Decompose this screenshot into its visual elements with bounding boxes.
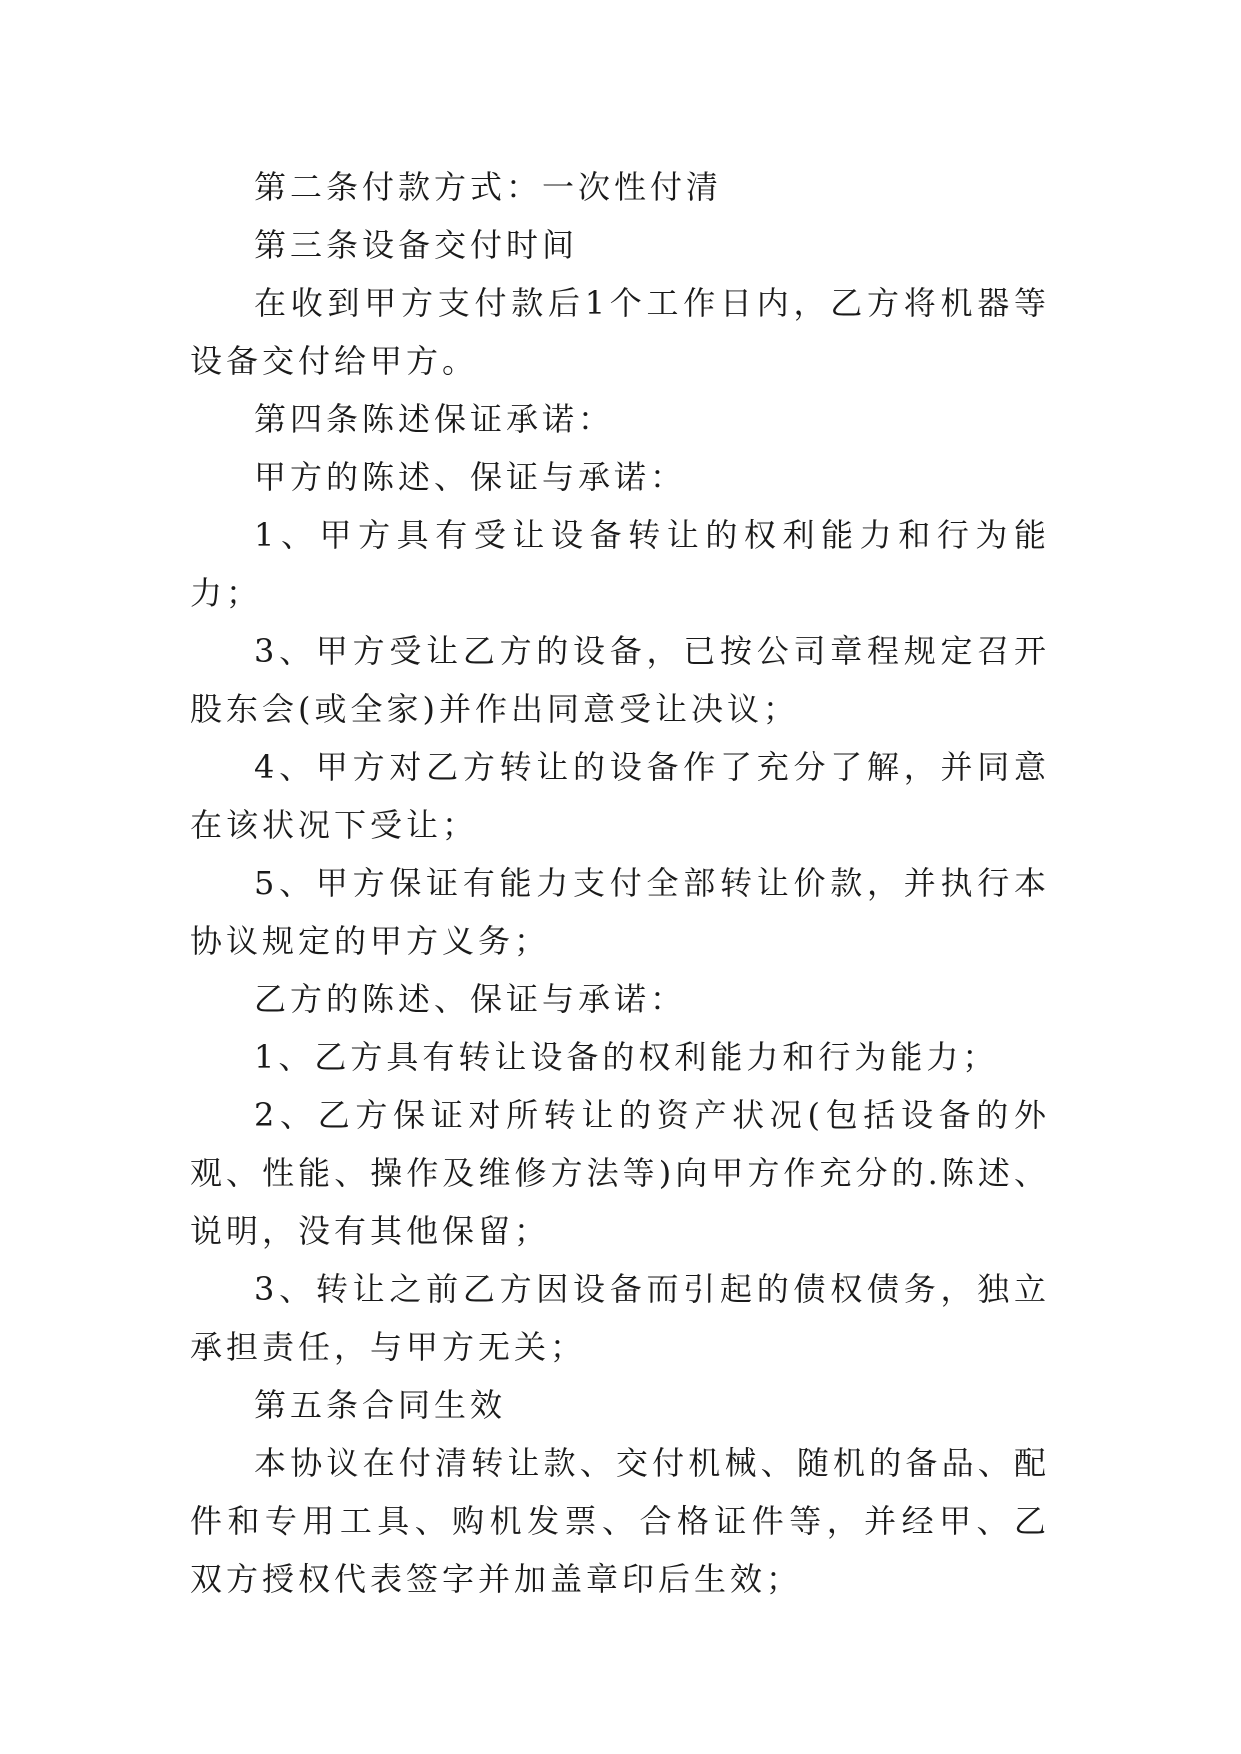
party-a-warranties-heading: 甲方的陈述、保证与承诺： [254, 458, 687, 496]
party-a-clause-3: 3、甲方受让乙方的设备，已按公司章程规定召开股东会(或全家)并作出同意受让决议； [190, 632, 1050, 728]
article-5-heading: 第五条合同生效 [254, 1386, 507, 1424]
party-b-clause-3: 3、转让之前乙方因设备而引起的债权债务，独立承担责任，与甲方无关； [190, 1270, 1050, 1366]
party-a-clause-4: 4、甲方对乙方转让的设备作了充分了解，并同意在该状况下受让； [190, 748, 1050, 844]
document-body [190, 158, 1050, 1608]
party-b-clause-2: 2、乙方保证对所转让的资产状况(包括设备的外观、性能、操作及维修方法等)向甲方作充分的.陈述、说明，没有其他保留； [190, 1096, 1050, 1250]
party-a-clause-1: 1、甲方具有受让设备转让的权利能力和行为能力； [190, 516, 1050, 612]
article-3-delivery-clause: 在收到甲方支付款后1个工作日内，乙方将机器等设备交付给甲方。 [190, 284, 1050, 380]
article-4-heading: 第四条陈述保证承诺： [254, 400, 615, 438]
article-5-effectiveness-clause: 本协议在付清转让款、交付机械、随机的备品、配件和专用工具、购机发票、合格证件等，并经甲、乙双方授权代表签字并加盖章印后生效； [190, 1444, 1050, 1598]
party-b-clause-1: 1、乙方具有转让设备的权利能力和行为能力； [254, 1038, 999, 1076]
party-b-warranties-heading: 乙方的陈述、保证与承诺： [254, 980, 687, 1018]
party-a-clause-5: 5、甲方保证有能力支付全部转让价款，并执行本协议规定的甲方义务； [190, 864, 1050, 960]
article-2-payment-method: 第二条付款方式：一次性付清 [254, 168, 723, 206]
article-3-heading: 第三条设备交付时间 [254, 226, 579, 264]
